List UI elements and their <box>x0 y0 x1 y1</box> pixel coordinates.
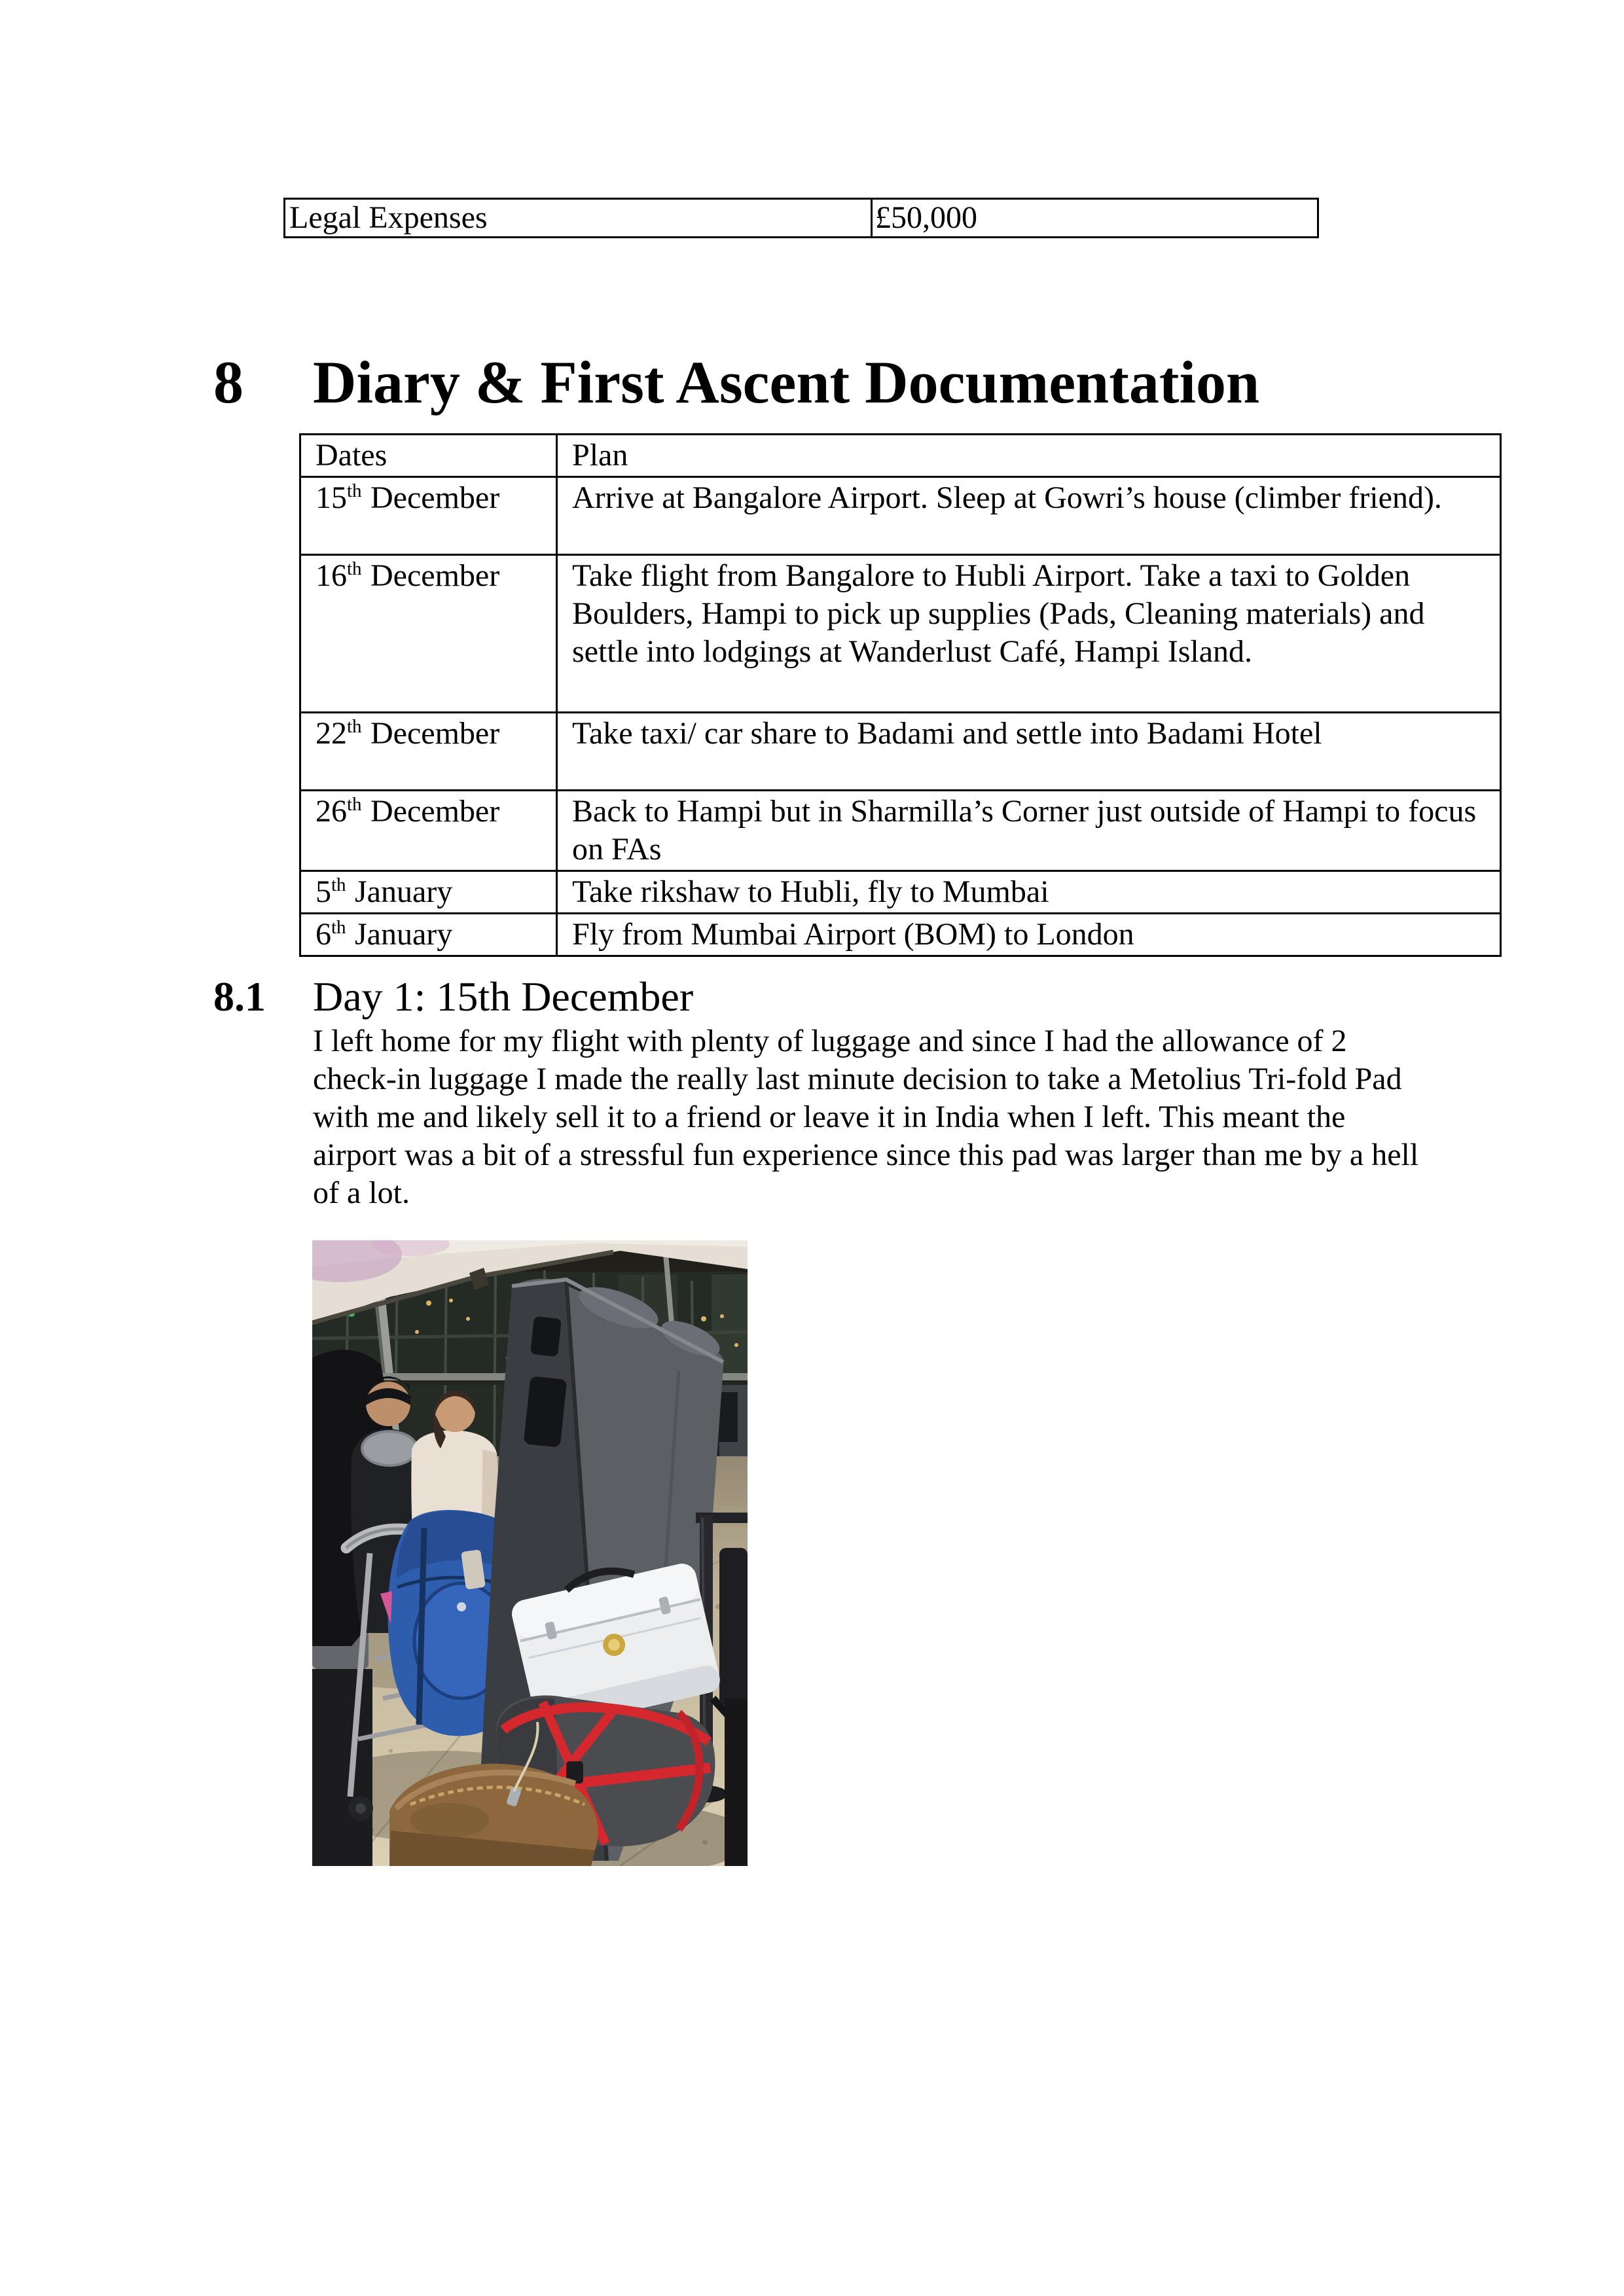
plan-cell: Take rikshaw to Hubli, fly to Mumbai <box>557 871 1501 914</box>
expense-label-cell: Legal Expenses <box>285 199 872 238</box>
ordinal-suffix: th <box>347 716 362 737</box>
table-row <box>300 477 1501 555</box>
subsection-heading <box>213 975 1523 1018</box>
ordinal-suffix: th <box>331 874 346 895</box>
subsection-number: 8.1 <box>213 973 266 1020</box>
table-row <box>300 871 1501 914</box>
ordinal-suffix: th <box>347 794 362 815</box>
date-cell: 15th December <box>300 477 557 555</box>
date-cell: 6th January <box>300 914 557 956</box>
plan-cell: Arrive at Bangalore Airport. Sleep at Gowri’s house (climber friend). <box>557 477 1501 555</box>
expense-value-cell: £50,000 <box>872 199 1318 238</box>
table-row <box>300 914 1501 956</box>
ordinal-suffix: th <box>331 917 346 938</box>
body-paragraph: I left home for my flight with plenty of luggage and since I had the allowance of 2 check-in luggage I made the really last minute decision to take a Metolius Tri-fold Pad with me and likely sell it to a friend or leave it in India when I left. This meant the airport was a bit of a stressful fun experience since this pad was larger than me by a hell of a lot. <box>313 1024 1419 1210</box>
table-row <box>300 555 1501 713</box>
plan-cell: Take taxi/ car share to Badami and settle into Badami Hotel <box>557 713 1501 791</box>
itinerary-table <box>299 433 1502 957</box>
table-row <box>285 199 1318 238</box>
dates-header-cell: Dates <box>300 435 557 477</box>
subsection-title: Day 1: 15th December <box>313 973 694 1020</box>
table-row <box>300 791 1501 871</box>
table-row <box>300 713 1501 791</box>
date-cell: 26th December <box>300 791 557 871</box>
plan-header-cell: Plan <box>557 435 1501 477</box>
airport-photo <box>312 1240 748 1866</box>
ordinal-suffix: th <box>347 558 362 579</box>
section-number: 8 <box>213 349 244 416</box>
plan-cell: Back to Hampi but in Sharmilla’s Corner just outside of Hampi to focus on FAs <box>557 791 1501 871</box>
date-cell: 5th January <box>300 871 557 914</box>
table-header-row <box>300 435 1501 477</box>
ordinal-suffix: th <box>347 480 362 501</box>
section-title: Diary & First Ascent Documentation <box>313 349 1260 416</box>
plan-cell: Fly from Mumbai Airport (BOM) to London <box>557 914 1501 956</box>
plan-cell: Take flight from Bangalore to Hubli Airport. Take a taxi to Golden Boulders, Hampi to pick up supplies (Pads, Cleaning materials) and settle into lodgings at Wanderlust Café, Hampi Island. <box>557 555 1501 713</box>
section-heading <box>213 350 1523 415</box>
date-cell: 16th December <box>300 555 557 713</box>
expense-table <box>283 198 1319 238</box>
date-cell: 22th December <box>300 713 557 791</box>
